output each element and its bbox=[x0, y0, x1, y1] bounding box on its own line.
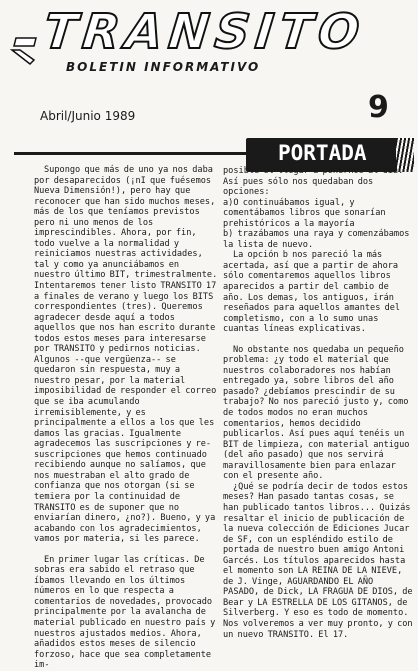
section-rule bbox=[14, 152, 246, 155]
section-title: PORTADA bbox=[272, 140, 373, 166]
masthead bbox=[10, 6, 410, 86]
article-paragraph: En primer lugar las críticas. De sobras era sabido el retraso que íbamos llevando en los últimos números en lo que respecta a comentarios de novedades, provocado principalmente por la avalancha de material publicado en nuestro país y nuestros ajustados medios. Ahora, añadidos estos meses de silencio forzoso, hace que sea completamente im- bbox=[34, 554, 216, 671]
article-paragraph: No obstante nos quedaba un pequeño problema: ¿y todo el material que nuestros colaboradores nos habían entregado ya, sobre libros del año pasado? ¿debíamos prescindir de su trabajo? No nos pareció justo y, como de todos modos no eran muchos comentarios, hemos decidido publicarlos. Así pues aquí tenéis un BIT de limpieza, con material antiguo (del año pasado) que nos servirá maravillosamente bien para enlazar con el presente año. bbox=[223, 344, 410, 482]
issue-number: 9 bbox=[368, 90, 389, 125]
option-a: a)O continuábamos igual, y comentábamos libros que sonarían prehistóricos a la mayoría bbox=[223, 197, 386, 229]
article-paragraph: posible el llegar a ponernos al día. Así pues sólo nos quedaban dos opciones: bbox=[223, 166, 404, 198]
article-paragraph: Supongo que más de uno ya nos daba por desaparecidos (¡nI que fuésemos Nueva Dimensión!), pero hay que reconocer que han sido muchos meses, más de los que teníamos previstos pero ni uno menos de los imprescindibles. Ahora, por fin, todo vuelve a la normalidad y reiniciamos nuestras actividades, tal y como ya anunciábamos en nuestro último BIT, trimestralmente. Intentaremos tener listo TRANSITO 17 a finales de verano y luego los BITS correspondientes (tres). Queremos agradecer desde aquí a todos aquellos que nos han escrito durante todos estos meses para interesarse por TRANSITO y pedirnos noticias. Algunos --que vergüenza-- se quedaron sin respuesta, muy a nuestro pesar, por la material imposibilidad de responder el correo que se iba acumulando irremisiblemente, y es principalmente a ellos a los que les damos las gracias. Igualmente agradecemos las suscripciones y re-suscripciones que hemos continuado recibiendo aunque no salíamos, que nos muestraban el alto grado de confianza que nos otorgan (si se temiera por la continuidad de TRANSITO es de suponer que no enviarían dinero, ¿no?). Bueno, y ya acabando con los agradecimientos, vamos por materia, si les parece. bbox=[34, 165, 218, 545]
publication-subtitle: BOLETIN INFORMATIVO bbox=[66, 60, 261, 74]
article-paragraph: ¿Qué se podría decir de todos estos meses? Han pasado tantas cosas, se han publicado tantos libros... Quizás resaltar el inicio de publicación de la nueva colección de Ediciones Jucar de SF, con un espléndido estilo de portada de nuestro buen amigo Antoni Garcés. Los títulos aparecidos hasta el momento son LA REINA DE LA NIEVE, de J. Vinge, AGUARDANDO EL AÑO PASADO, de Dick, LA FRAGUA DE DIOS, de Bear y LA ESTRELLA DE LOS GITANOS, de Silverberg. Y eso es todo de momento. Nos volveremos a ver muy pronto, y con un nuevo TRANSITO. El 17. bbox=[223, 481, 413, 640]
option-b: b) trazábamos una raya y comenzábamos la lista de nuevo. bbox=[223, 229, 410, 250]
article-paragraph: La opción b nos pareció la más acertada, así que a partir de ahora sólo comentaremos aquellos libros aparecidos a partir del cambio de año. Los demas, los antiguos, irán reseñados para aquellos amantes del completismo, con a lo sumo unas cuantas líneas explicativas. bbox=[223, 250, 401, 335]
issue-date: Abril/Junio 1989 bbox=[40, 109, 136, 123]
article-left-column bbox=[34, 165, 218, 671]
publication-title: TRANSITO bbox=[41, 4, 368, 60]
article-right-column bbox=[223, 166, 413, 640]
